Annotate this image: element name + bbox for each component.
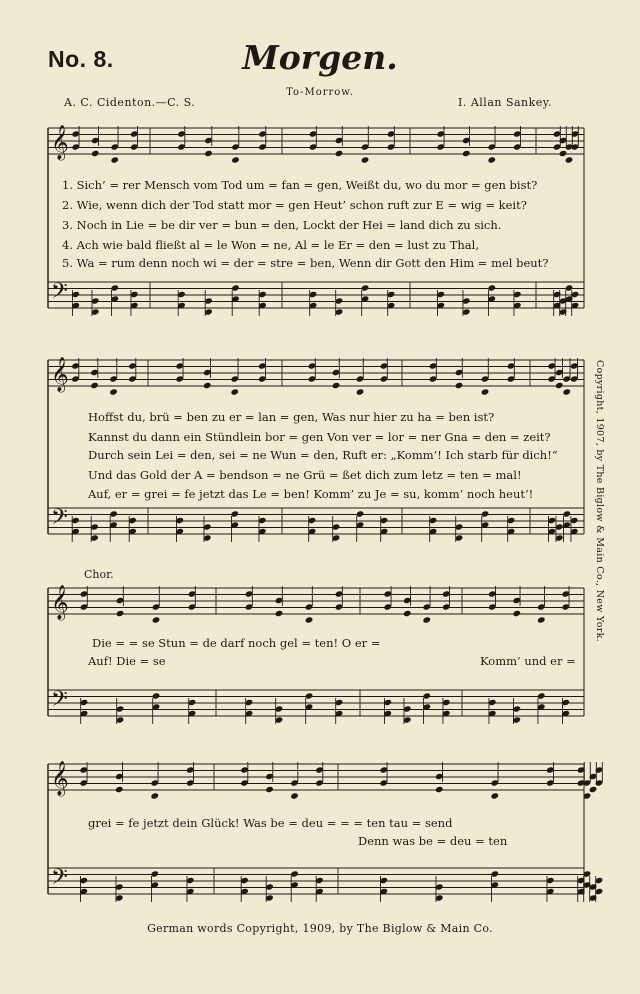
hymn-number: No. 8. [48, 46, 114, 72]
clef-glyph: 𝄞 [51, 585, 69, 620]
note-head [481, 388, 490, 395]
note-head [203, 382, 212, 389]
verse-line: 5. Wa = rum denn noch wi = der = stre = ben, Wenn dir Gott den Him = mel beut? [62, 256, 549, 270]
chorus-line-alt: Komm’ und er = [480, 654, 576, 668]
note-head [231, 156, 240, 163]
note-head [265, 786, 274, 793]
note-head [150, 792, 159, 799]
note-head [109, 388, 118, 395]
note-head [335, 150, 344, 157]
note-head [275, 610, 284, 617]
note-head [462, 150, 471, 157]
chorus-line-alt: Denn was be = deu = ten [358, 834, 508, 848]
note-head [361, 156, 370, 163]
clef-glyph: 𝄞 [51, 761, 69, 796]
note-head [589, 786, 598, 793]
note-head [537, 616, 546, 623]
note-head [403, 610, 412, 617]
note-head [230, 388, 239, 395]
clef-glyph: 𝄞 [51, 125, 69, 160]
hymn-title: Morgen. [242, 38, 398, 77]
note-head [305, 616, 314, 623]
note-head [455, 382, 464, 389]
note-head [290, 792, 299, 799]
note-head [565, 156, 574, 163]
chorus-line: grei = fe jetzt dein Glück! Was be = deu = = = ten tau = send [88, 816, 453, 830]
chorus-line: Die = = se Stun = de darf noch gel = ten! O er = [92, 636, 381, 650]
hymn-subtitle: To-Morrow. [286, 87, 354, 98]
verse-line: Und das Gold der A = bendson = ne Grü = ßet dich zum letz = ten = mal! [88, 468, 522, 482]
note-head [116, 610, 125, 617]
note-head [90, 382, 99, 389]
note-head [115, 786, 124, 793]
note-head [562, 388, 571, 395]
note-head [422, 616, 431, 623]
note-head [91, 150, 100, 157]
note-head [512, 610, 521, 617]
note-head [435, 786, 444, 793]
clef-glyph: 𝄢 [51, 279, 68, 309]
note-head [559, 150, 568, 157]
note-head [555, 382, 564, 389]
chorus-label: Chor. [84, 568, 114, 581]
note-head [356, 388, 365, 395]
verse-line: Durch sein Lei = den, sei = ne Wun = den, Ruft er: „Komm’! Ich starb für dich!“ [88, 448, 558, 462]
verse-line: 3. Noch in Lie = be dir ver = bun = den, Lockt der Hei = land dich zu sich. [62, 218, 502, 232]
note-head [490, 792, 499, 799]
verse-line: 2. Wie, wenn dich der Tod statt mor = gen Heut’ schon ruft zur E = wig = keit? [62, 198, 527, 212]
note-head [110, 156, 119, 163]
verse-line: 4. Ach wie bald fließt al = le Won = ne, Al = le Er = den = lust zu Thal, [62, 238, 479, 252]
clef-glyph: 𝄞 [51, 357, 69, 392]
note-head [204, 150, 213, 157]
note-head [487, 156, 496, 163]
verse-line: Hoffst du, brü = ben zu er = lan = gen, Was nur hier zu ha = ben ist? [88, 410, 495, 424]
author-credit: A. C. Cidenton.—C. S. [64, 96, 196, 109]
verse-line: 1. Sich’ = rer Mensch vom Tod um = fan = gen, Weißt du, wo du mor = gen bist? [62, 178, 538, 192]
composer-credit: I. Allan Sankey. [458, 96, 553, 109]
note-head [152, 616, 161, 623]
side-copyright: Copyright, 1907, by The Biglow & Main Co., New York. [594, 360, 605, 642]
footer-copyright: German words Copyright, 1909, by The Biglow & Main Co. [147, 922, 493, 935]
clef-glyph: 𝄢 [51, 865, 68, 895]
chorus-line-alt: Auf! Die = se [88, 654, 166, 668]
verse-line: Auf, er = grei = fe jetzt das Le = ben! Komm’ zu Je = su, komm’ noch heut’! [88, 487, 534, 501]
verse-line: Kannst du dann ein Stündlein bor = gen Von ver = lor = ner Gna = den = zeit? [88, 430, 551, 444]
clef-glyph: 𝄢 [51, 687, 68, 717]
note-head [332, 382, 341, 389]
clef-glyph: 𝄢 [51, 505, 68, 535]
